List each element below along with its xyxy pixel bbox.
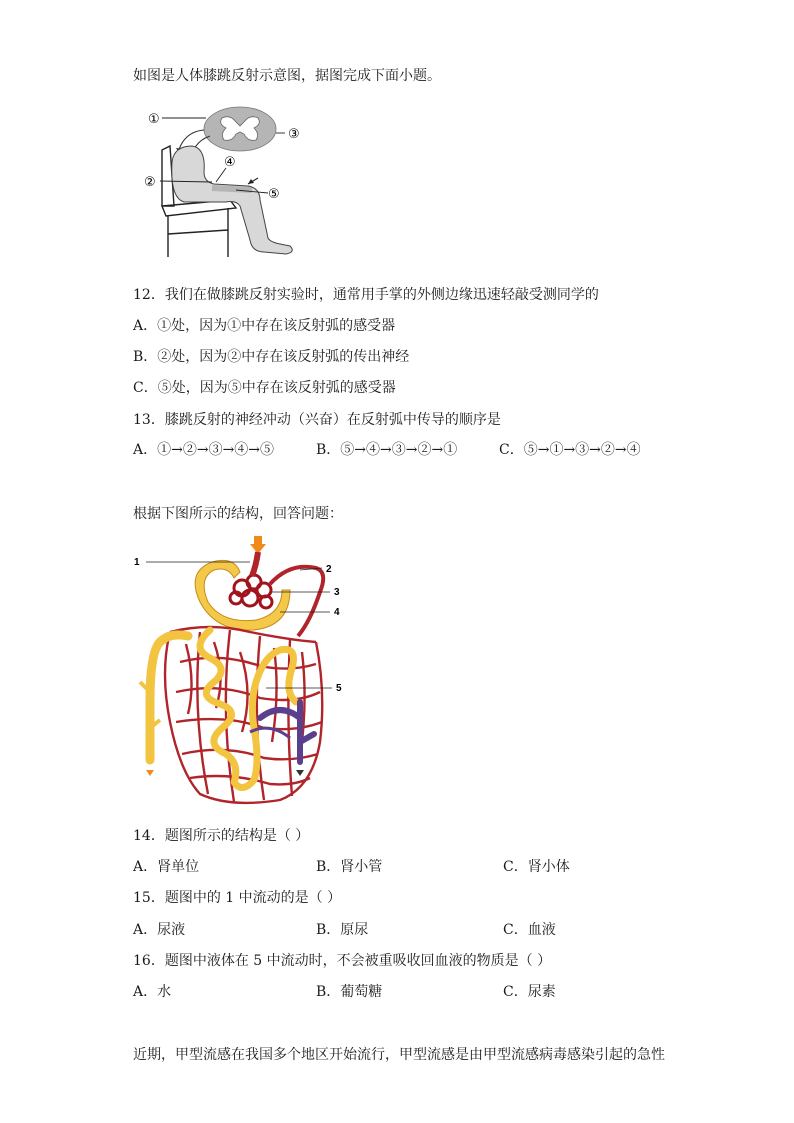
knee-reflex-figure [140, 102, 330, 262]
q16-option-a[interactable]: A．水 [133, 984, 172, 1000]
q12-option-b[interactable]: B．②处，因为②中存在该反射弧的传出神经 [133, 349, 410, 365]
renal-vein [260, 702, 314, 762]
q14-stem: 14．题图所示的结构是（ ） [133, 828, 310, 844]
q12-stem: 12．我们在做膝跳反射实验时，通常用手掌的外侧边缘迅速轻敲受测同学的 [133, 287, 599, 303]
q15-option-a[interactable]: A．尿液 [133, 922, 186, 938]
q12-option-a[interactable]: A．①处，因为①中存在该反射弧的感受器 [133, 318, 396, 334]
glomerulus [230, 575, 272, 608]
label-4: ④ [224, 155, 236, 170]
q15-option-c[interactable]: C．血液 [503, 922, 556, 938]
q14-option-c[interactable]: C．肾小体 [503, 859, 570, 875]
nephron-figure [130, 532, 345, 814]
nephron-label-5: 5 [336, 683, 342, 694]
q13-option-b[interactable]: B．⑤→④→③→②→① [316, 442, 458, 458]
q13-option-a[interactable]: A．①→②→③→④→⑤ [133, 442, 275, 458]
label-3: ③ [288, 127, 300, 142]
q13-stem: 13．膝跳反射的神经冲动（兴奋）在反射弧中传导的顺序是 [133, 412, 501, 428]
q14-option-b[interactable]: B．肾小管 [316, 859, 383, 875]
label-1: ① [148, 112, 160, 127]
blood-flow-arrow [250, 536, 266, 554]
q15-stem: 15．题图中的 1 中流动的是（ ） [133, 890, 342, 906]
nephron-label-4: 4 [334, 607, 340, 618]
label-5: ⑤ [268, 187, 280, 202]
nephron-label-2: 2 [326, 564, 332, 575]
label-2: ② [144, 175, 156, 190]
q15-option-b[interactable]: B．原尿 [316, 922, 369, 938]
q14-option-a[interactable]: A．肾单位 [133, 859, 200, 875]
q16-stem: 16．题图中液体在 5 中流动时，不会被重吸收回血液的物质是（ ） [133, 953, 552, 969]
section2-intro: 根据下图所示的结构，回答问题： [133, 506, 343, 522]
nephron-label-3: 3 [334, 587, 340, 598]
q12-option-c[interactable]: C．⑤处，因为⑤中存在该反射弧的感受器 [133, 380, 396, 396]
section1-intro: 如图是人体膝跳反射示意图，据图完成下面小题。 [133, 68, 441, 84]
efferent-arteriole [270, 567, 323, 636]
q16-option-c[interactable]: C．尿素 [503, 984, 556, 1000]
nephron-label-1: 1 [134, 557, 140, 568]
q13-option-c[interactable]: C．⑤→①→③→②→④ [499, 442, 641, 458]
q16-option-b[interactable]: B．葡萄糖 [316, 984, 383, 1000]
section3-intro: 近期，甲型流感在我国多个地区开始流行，甲型流感是由甲型流感病毒感染引起的急性 [133, 1047, 665, 1063]
